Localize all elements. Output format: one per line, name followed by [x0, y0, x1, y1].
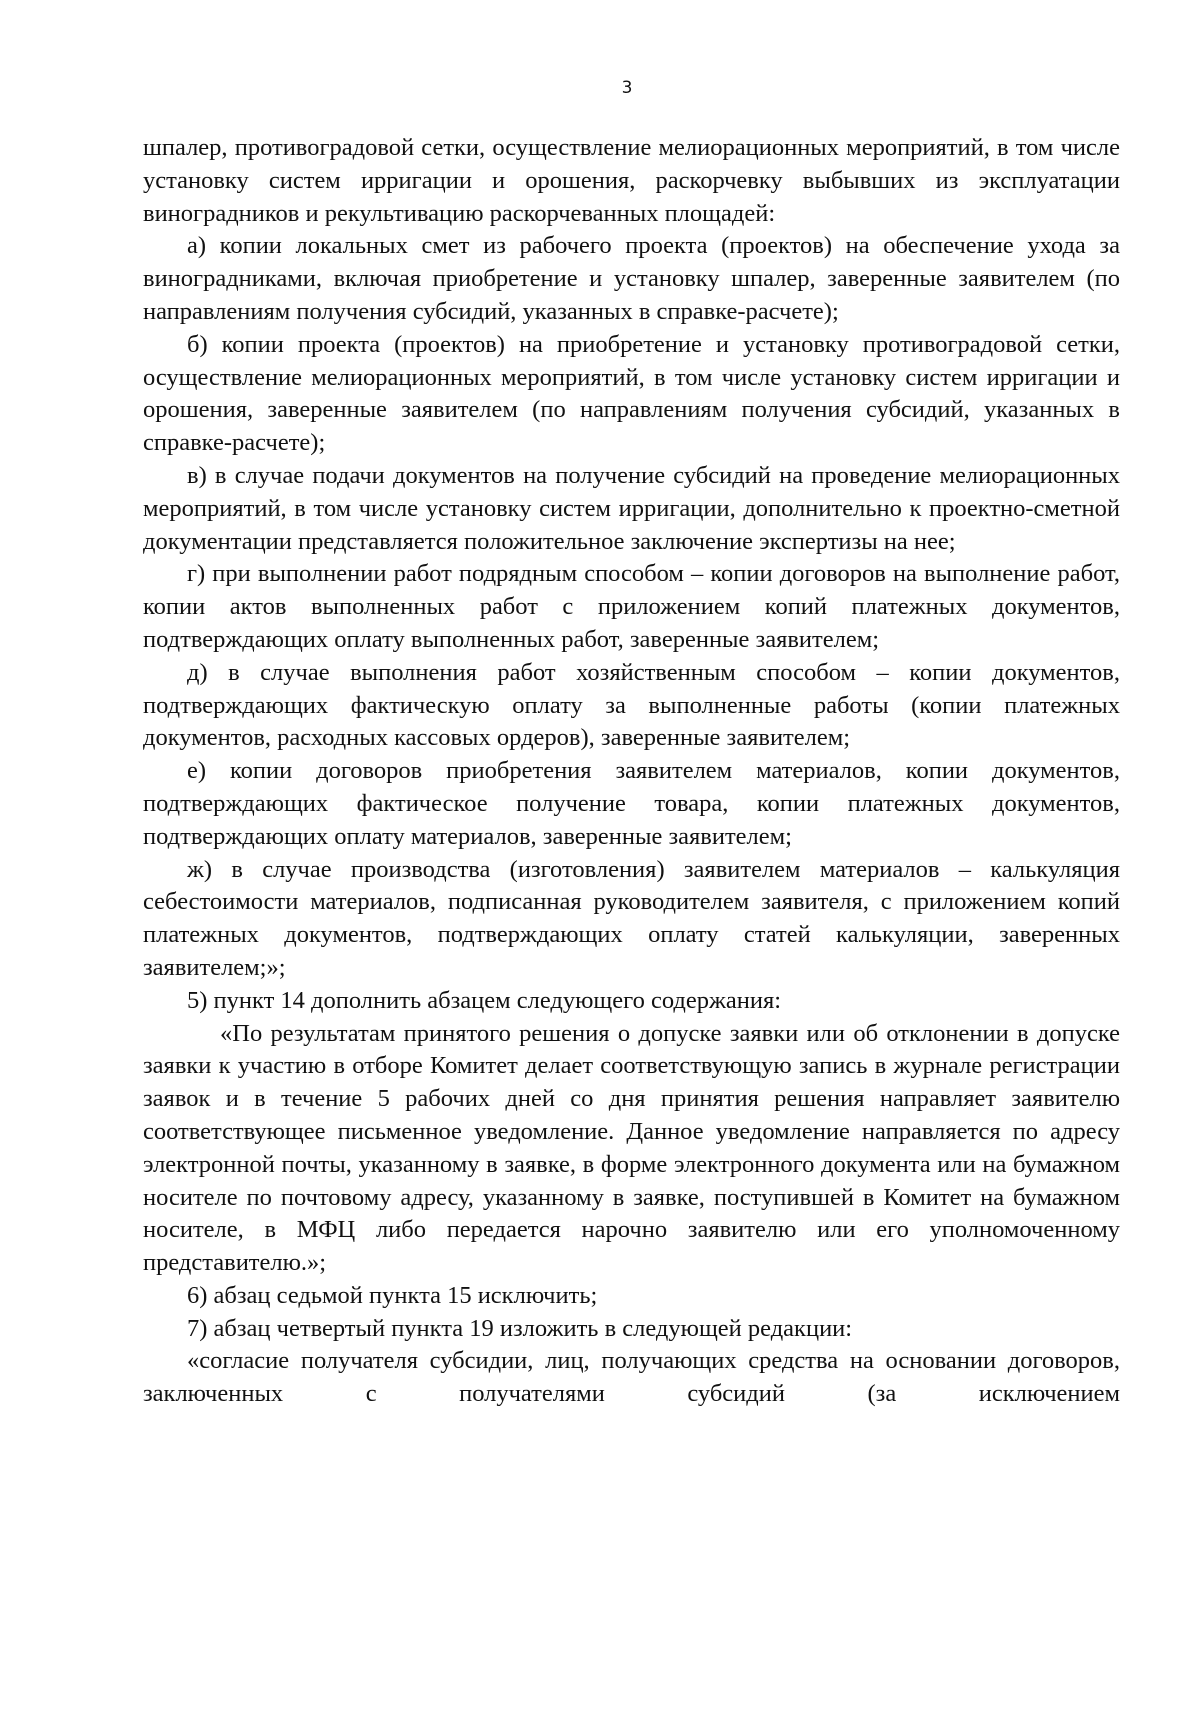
paragraph-quote-point-14: «По результатам принятого решения о допуске заявки или об отклонении в допуске заявки к участию в отборе Комитет делает соответствующую запись в журнале регистрации заявок и в течение 5 рабочих дней со дня принятия решения направляет заявителю соответствующее письменное уведомление. Данное уведомление направляется по адресу электронной почты, указанному в заявке, в форме электронного документа или на бумажном носителе по почтовому адресу, указанному в заявке, поступившей в Комитет на бумажном носителе, в МФЦ либо передается нарочно заявителю или его уполномоченному представителю.»; [143, 1019, 1120, 1277]
paragraph-point-7: 7) абзац четвертый пункта 19 изложить в следующей редакции: [187, 1314, 853, 1342]
paragraph-continuation: шпалер, противоградовой сетки, осуществление мелиорационных мероприятий, в том числе установку систем ирригации и орошения, раскорчевку выбывших из эксплуатации виноградников и рекультивацию раскорчеванных площадей: [143, 134, 1120, 227]
document-body [143, 132, 1120, 1411]
paragraph-item-d: д) в случае выполнения работ хозяйственным способом – копии документов, подтверждающих фактическую оплату за выполненные работы (копии платежных документов, расходных кассовых ордеров), заверенные заявителем; [143, 658, 1120, 752]
paragraph-item-zh: ж) в случае производства (изготовления) заявителем материалов – калькуляция себестоимости материалов, подписанная руководителем заявителя, с приложением копий платежных документов, подтверждающих оплату статей калькуляции, заверенных заявителем;»; [143, 855, 1120, 981]
paragraph-item-g: г) при выполнении работ подрядным способом – копии договоров на выполнение работ, копии актов выполненных работ с приложением копий платежных документов, подтверждающих оплату выполненных работ, заверенные заявителем; [143, 560, 1120, 653]
paragraph-item-a: а) копии локальных смет из рабочего проекта (проектов) на обеспечение ухода за виноградниками, включая приобретение и установку шпалер, заверенные заявителем (по направлениям получения субсидий, указанных в справке-расчете); [143, 232, 1120, 325]
paragraph-item-v: в) в случае подачи документов на получение субсидий на проведение мелиорационных мероприятий, в том числе установку систем ирригации, дополнительно к проектно-сметной документации представляется положительное заключение экспертизы на нее; [143, 461, 1120, 555]
paragraph-point-6: 6) абзац седьмой пункта 15 исключить; [187, 1281, 598, 1309]
paragraph-point-5: 5) пункт 14 дополнить абзацем следующего содержания: [187, 986, 782, 1014]
paragraph-item-b: б) копии проекта (проектов) на приобретение и установку противоградовой сетки, осуществление мелиорационных мероприятий, в том числе установку систем ирригации и орошения, заверенные заявителем (по направлениям получения субсидий, указанных в справке-расчете); [143, 330, 1120, 457]
page-number: 3 [621, 78, 633, 98]
paragraph-quote-point-19: «согласие получателя субсидии, лиц, получающих средства на основании договоров, заключенных с получателями субсидий (за исключением [143, 1347, 1120, 1408]
paragraph-item-e: е) копии договоров приобретения заявителем материалов, копии документов, подтверждающих фактическое получение товара, копии платежных документов, подтверждающих оплату материалов, заверенные заявителем; [143, 757, 1120, 850]
